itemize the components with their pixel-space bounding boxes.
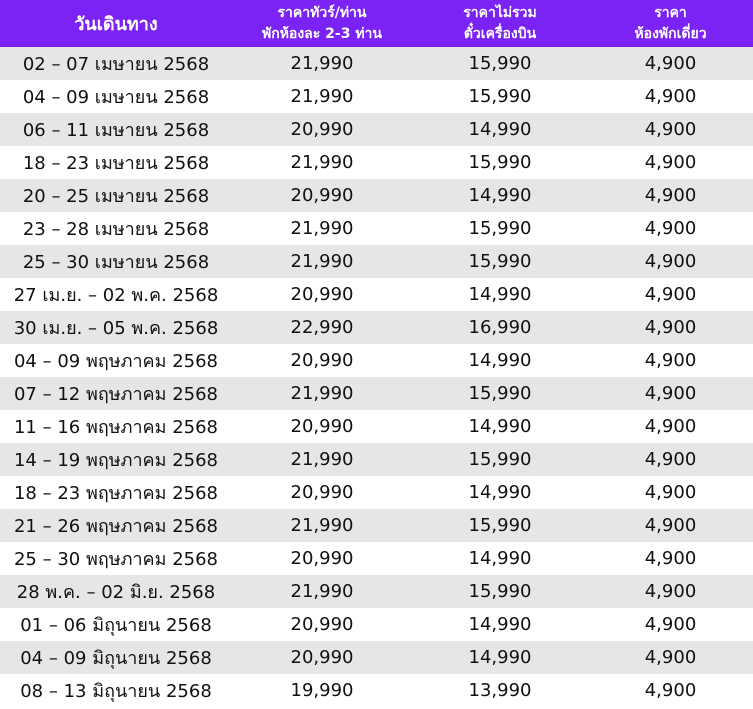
travel-date-cell: 28 พ.ค. – 02 มิ.ย. 2568 [0,575,232,608]
header-single-line2: ห้องพักเดี่ยว [634,25,707,42]
price-without-ticket-cell: 15,990 [412,377,588,410]
tour-price-cell: 21,990 [232,377,412,410]
header-single-line1: ราคา [654,4,687,21]
table-row [0,278,753,311]
table-row [0,80,753,113]
header-tour-price [232,0,412,47]
price-without-ticket-cell: 14,990 [412,410,588,443]
table-row [0,542,753,575]
single-room-price-cell: 4,900 [588,80,753,113]
tour-price-cell: 20,990 [232,344,412,377]
header-price-without-ticket [412,0,588,47]
travel-date-cell: 04 – 09 มิถุนายน 2568 [0,641,232,674]
table-row [0,674,753,707]
table-row [0,146,753,179]
table-row [0,608,753,641]
header-no-ticket-line1: ราคาไม่รวม [463,4,537,21]
price-without-ticket-cell: 14,990 [412,113,588,146]
table-row [0,641,753,674]
table-row [0,344,753,377]
tour-price-cell: 20,990 [232,608,412,641]
tour-price-cell: 19,990 [232,674,412,707]
header-row [0,0,753,47]
table-row [0,245,753,278]
travel-date-cell: 18 – 23 เมษายน 2568 [0,146,232,179]
tour-price-cell: 21,990 [232,146,412,179]
price-without-ticket-cell: 14,990 [412,278,588,311]
travel-date-cell: 02 – 07 เมษายน 2568 [0,47,232,80]
table-row [0,212,753,245]
table-row [0,113,753,146]
table-row [0,509,753,542]
tour-price-cell: 20,990 [232,641,412,674]
single-room-price-cell: 4,900 [588,245,753,278]
single-room-price-cell: 4,900 [588,146,753,179]
travel-date-cell: 14 – 19 พฤษภาคม 2568 [0,443,232,476]
header-travel-date: วันเดินทาง [0,0,232,47]
table-row [0,311,753,344]
single-room-price-cell: 4,900 [588,443,753,476]
single-room-price-cell: 4,900 [588,344,753,377]
tour-price-cell: 20,990 [232,113,412,146]
single-room-price-cell: 4,900 [588,113,753,146]
single-room-price-cell: 4,900 [588,410,753,443]
travel-date-cell: 30 เม.ย. – 05 พ.ค. 2568 [0,311,232,344]
tour-price-cell: 20,990 [232,542,412,575]
tour-price-cell: 20,990 [232,410,412,443]
tour-price-cell: 22,990 [232,311,412,344]
single-room-price-cell: 4,900 [588,674,753,707]
price-without-ticket-cell: 15,990 [412,80,588,113]
travel-date-cell: 01 – 06 มิถุนายน 2568 [0,608,232,641]
travel-date-cell: 23 – 28 เมษายน 2568 [0,212,232,245]
travel-date-cell: 11 – 16 พฤษภาคม 2568 [0,410,232,443]
price-without-ticket-cell: 15,990 [412,245,588,278]
tour-price-cell: 20,990 [232,179,412,212]
travel-date-cell: 21 – 26 พฤษภาคม 2568 [0,509,232,542]
tour-price-cell: 21,990 [232,47,412,80]
tour-price-cell: 21,990 [232,245,412,278]
travel-date-cell: 04 – 09 พฤษภาคม 2568 [0,344,232,377]
table-row [0,47,753,80]
travel-date-cell: 25 – 30 เมษายน 2568 [0,245,232,278]
header-single-room [588,0,753,47]
table-row [0,443,753,476]
tour-price-cell: 21,990 [232,212,412,245]
tour-price-cell: 21,990 [232,80,412,113]
price-without-ticket-cell: 14,990 [412,179,588,212]
tour-price-cell: 21,990 [232,443,412,476]
price-without-ticket-cell: 14,990 [412,608,588,641]
header-tour-price-line1: ราคาทัวร์/ท่าน [277,4,367,21]
header-no-ticket-line2: ตั๋วเครื่องบิน [463,25,537,42]
price-without-ticket-cell: 15,990 [412,575,588,608]
table-row [0,179,753,212]
single-room-price-cell: 4,900 [588,212,753,245]
price-without-ticket-cell: 15,990 [412,47,588,80]
single-room-price-cell: 4,900 [588,641,753,674]
table-body [0,47,753,707]
travel-date-cell: 06 – 11 เมษายน 2568 [0,113,232,146]
travel-date-cell: 20 – 25 เมษายน 2568 [0,179,232,212]
price-without-ticket-cell: 13,990 [412,674,588,707]
single-room-price-cell: 4,900 [588,476,753,509]
table-row [0,377,753,410]
price-without-ticket-cell: 15,990 [412,443,588,476]
travel-date-cell: 04 – 09 เมษายน 2568 [0,80,232,113]
single-room-price-cell: 4,900 [588,542,753,575]
travel-date-cell: 18 – 23 พฤษภาคม 2568 [0,476,232,509]
price-without-ticket-cell: 15,990 [412,146,588,179]
travel-date-cell: 27 เม.ย. – 02 พ.ค. 2568 [0,278,232,311]
table-row [0,575,753,608]
tour-price-cell: 20,990 [232,278,412,311]
header-tour-price-line2: พักห้องละ 2-3 ท่าน [262,25,382,42]
price-without-ticket-cell: 14,990 [412,476,588,509]
single-room-price-cell: 4,900 [588,47,753,80]
table-row [0,476,753,509]
single-room-price-cell: 4,900 [588,179,753,212]
travel-date-cell: 25 – 30 พฤษภาคม 2568 [0,542,232,575]
travel-date-cell: 07 – 12 พฤษภาคม 2568 [0,377,232,410]
table-header [0,0,753,47]
single-room-price-cell: 4,900 [588,278,753,311]
tour-price-cell: 20,990 [232,476,412,509]
single-room-price-cell: 4,900 [588,608,753,641]
travel-date-cell: 08 – 13 มิถุนายน 2568 [0,674,232,707]
single-room-price-cell: 4,900 [588,509,753,542]
single-room-price-cell: 4,900 [588,311,753,344]
price-without-ticket-cell: 14,990 [412,641,588,674]
price-without-ticket-cell: 15,990 [412,212,588,245]
tour-price-cell: 21,990 [232,575,412,608]
table-row [0,410,753,443]
price-without-ticket-cell: 14,990 [412,542,588,575]
price-without-ticket-cell: 14,990 [412,344,588,377]
single-room-price-cell: 4,900 [588,377,753,410]
tour-price-cell: 21,990 [232,509,412,542]
single-room-price-cell: 4,900 [588,575,753,608]
price-without-ticket-cell: 16,990 [412,311,588,344]
price-without-ticket-cell: 15,990 [412,509,588,542]
